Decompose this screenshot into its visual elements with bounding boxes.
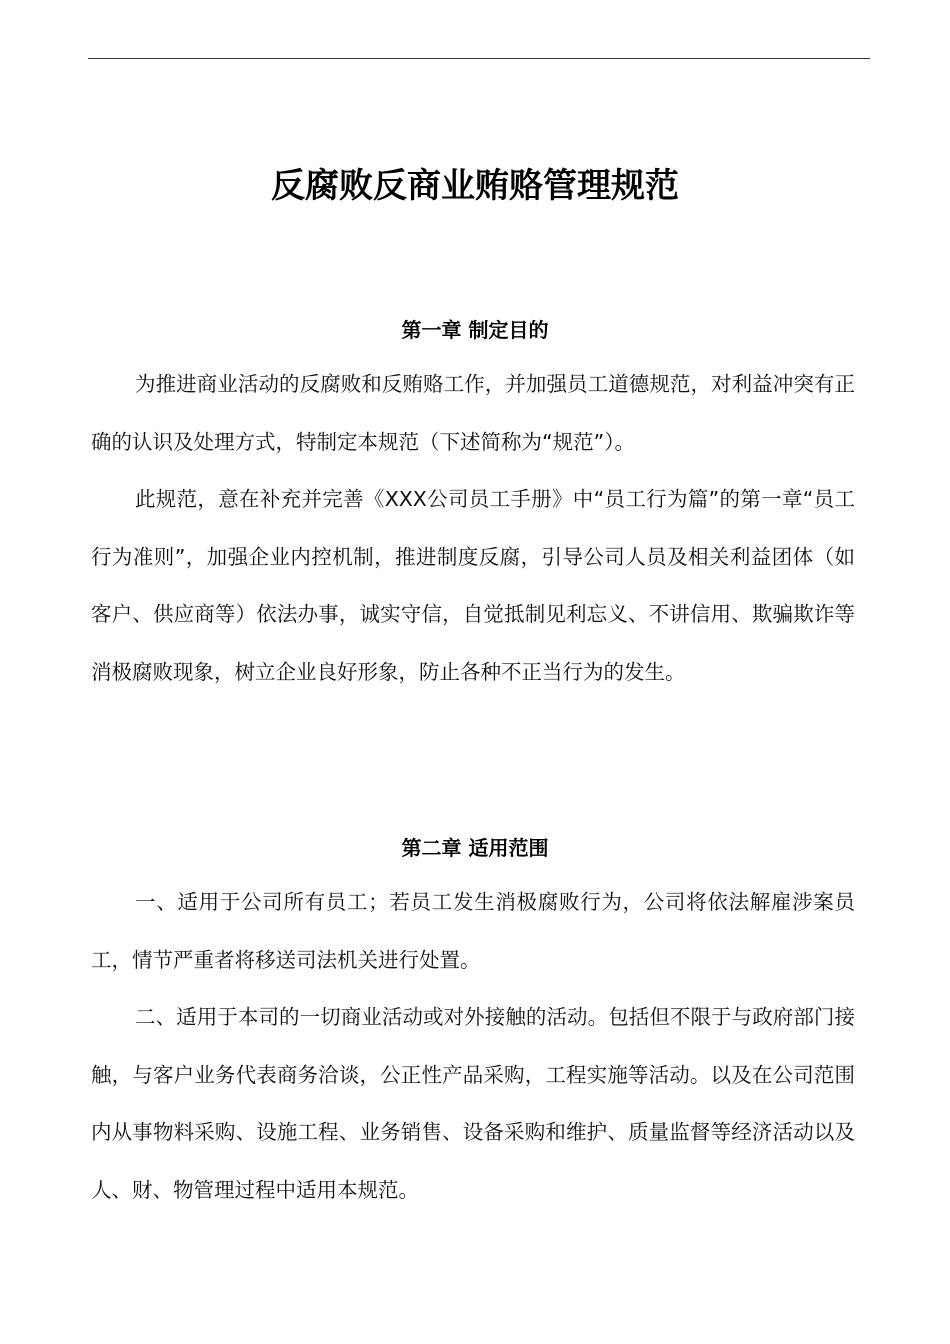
chapter-1-heading: 第一章 制定目的 — [401, 318, 549, 342]
chapter-1-paragraph-2: 此规范，意在补充并完善《XXX公司员工手册》中“员工行为篇”的第一章“员工行为准则”，加强企业内控机制，推进制度反腐，引导公司人员及相关利益团体（如客户、供应商等）依法办事，诚实守信，自觉抵制见利忘义、不讲信用、欺骗欺诈等消极腐败现象，树立企业良好形象，防止各种不正当行为的发生。 — [91, 487, 855, 684]
chapter-2-heading: 第二章 适用范围 — [401, 836, 549, 860]
chapter-1-paragraph-1: 为推进商业活动的反腐败和反贿赂工作，并加强员工道德规范，对利益冲突有正确的认识及处理方式，特制定本规范（下述简称为“规范”）。 — [91, 372, 855, 454]
document-title: 反腐败反商业贿赂管理规范 — [271, 166, 679, 206]
chapter-2-paragraph-1: 一、适用于公司所有员工；若员工发生消极腐败行为，公司将依法解雇涉案员工，情节严重者将移送司法机关进行处置。 — [91, 890, 855, 972]
header-rule — [88, 58, 870, 59]
chapter-2-paragraph-2: 二、适用于本司的一切商业活动或对外接触的活动。包括但不限于与政府部门接触，与客户业务代表商务洽谈，公正性产品采购，工程实施等活动。以及在公司范围内从事物料采购、设施工程、业务销售、设备采购和维护、质量监督等经济活动以及人、财、物管理过程中适用本规范。 — [91, 1005, 855, 1202]
